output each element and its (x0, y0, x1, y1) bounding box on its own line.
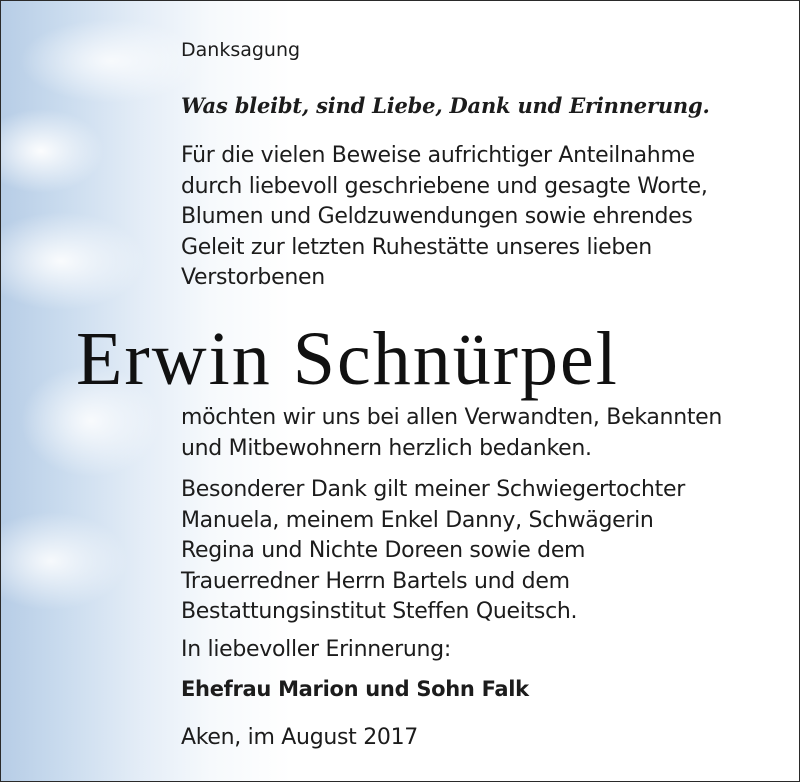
text-line: durch liebevoll geschriebene und gesagte Worte, (181, 173, 708, 199)
closing-line: In liebevoller Erinnerung: (181, 637, 451, 662)
heading: Danksagung (181, 39, 301, 61)
text-line: Trauerredner Herrn Bartels und dem (181, 568, 570, 594)
special-thanks-paragraph (181, 475, 685, 628)
deceased-name: Erwin Schnürpel (76, 317, 619, 401)
text-line: Verstorbenen (181, 265, 325, 290)
text-line: Bestattungsinstitut Steffen Queitsch. (181, 599, 578, 624)
text-line: Besonderer Dank gilt meiner Schwiegertochter (181, 477, 685, 502)
text-line: Manuela, meinem Enkel Danny, Schwägerin (181, 507, 654, 533)
text-line: Blumen und Geldzuwendungen sowie ehrendes (181, 204, 693, 229)
text-line: und Mitbewohnern herzlich bedanken. (181, 435, 592, 461)
place-date: Aken, im August 2017 (181, 725, 418, 750)
text-line: Geleit zur letzten Ruhestätte unseres lieben (181, 234, 652, 260)
thanks-paragraph (181, 403, 722, 464)
signatories: Ehefrau Marion und Sohn Falk (181, 677, 529, 701)
intro-paragraph (181, 141, 708, 294)
motto: Was bleibt, sind Liebe, Dank und Erinnerung. (181, 93, 710, 118)
text-line: Regina und Nichte Doreen sowie dem (181, 538, 586, 563)
text-line: Für die vielen Beweise aufrichtiger Anteilnahme (181, 143, 695, 168)
text-line: möchten wir uns bei allen Verwandten, Bekannten (181, 405, 723, 430)
